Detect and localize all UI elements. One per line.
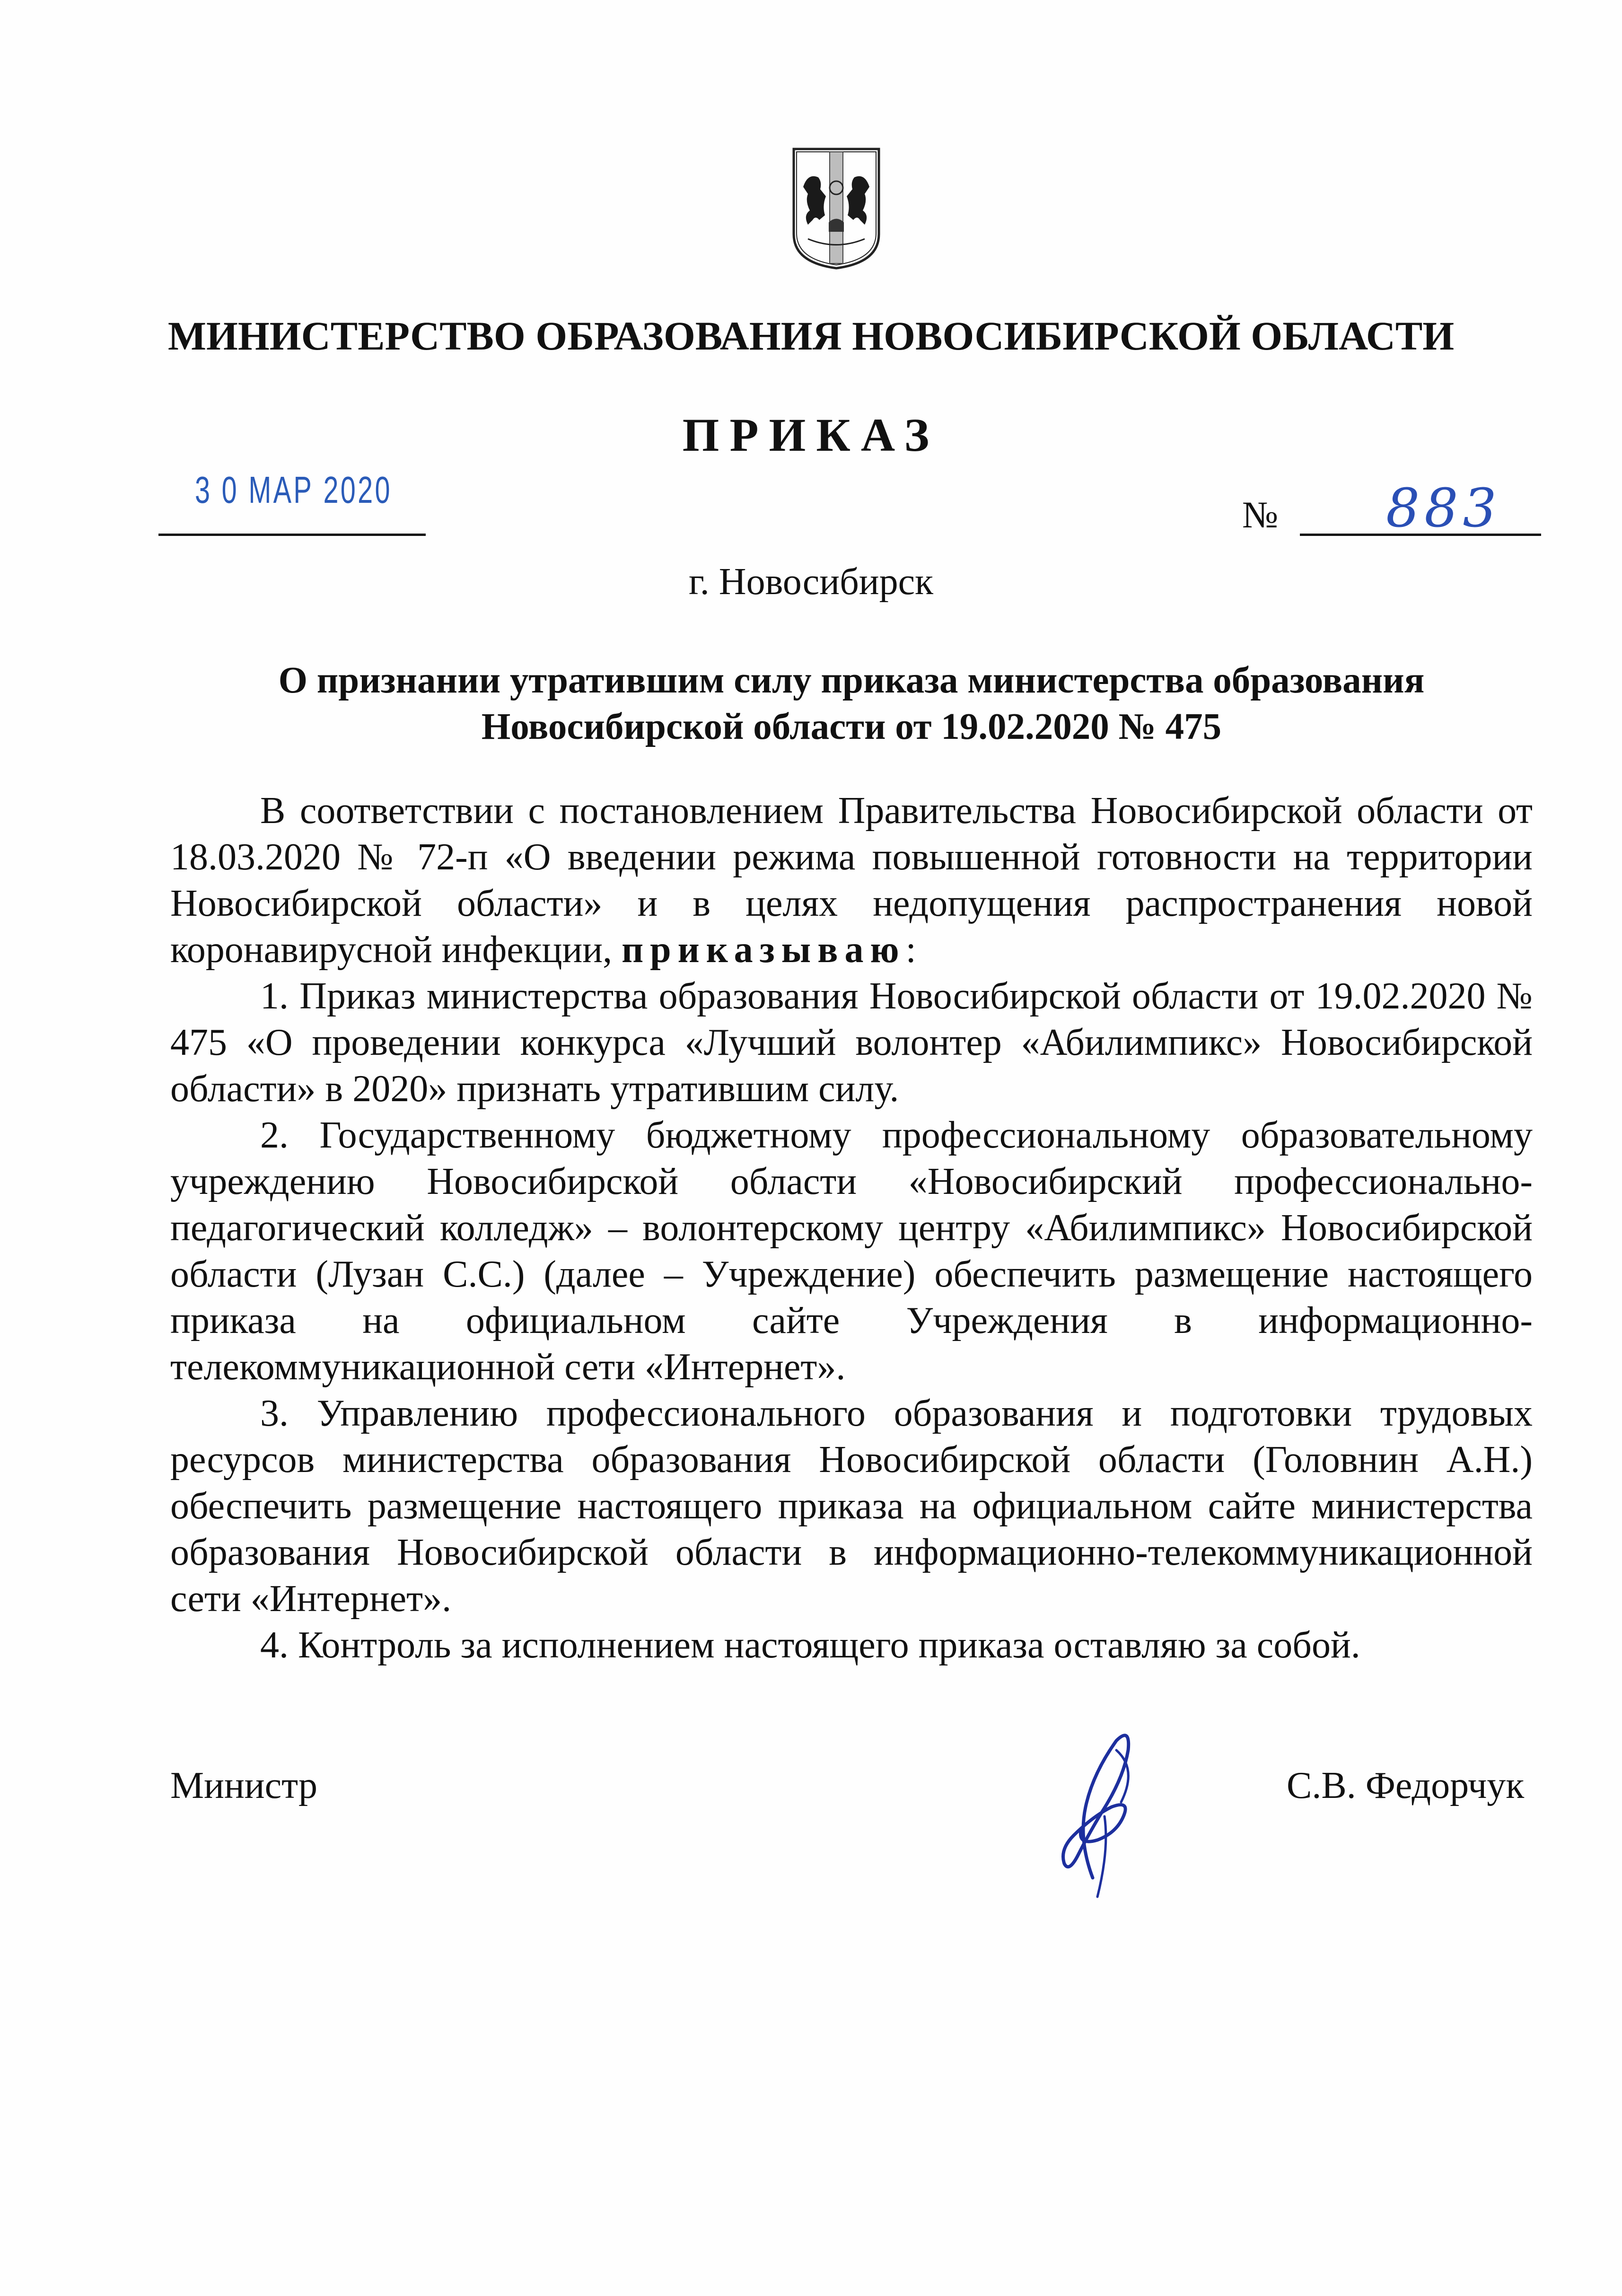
item-3: 3. Управлению профессионального образования и подготовки трудовых ресурсов министерства образования Новосибирской области (Головнин А.Н.) обеспечить размещение настоящего приказа на официальном сайте министерства образования Новосибирской области в информационно-телекоммуникационной сети «Интернет».	[170, 1393, 1533, 1620]
order-number-handwritten: 883	[1386, 478, 1501, 539]
order-number-line	[1300, 534, 1541, 536]
heading-line-2: Новосибирской области от 19.02.2020 № 475	[481, 706, 1222, 747]
order-heading	[170, 657, 1533, 750]
order-title: ПРИКАЗ	[682, 409, 940, 461]
signatory-name: С.В. Федорчук	[1287, 1765, 1525, 1806]
intro-end: :	[905, 929, 916, 971]
intro-keyword: приказываю	[622, 929, 906, 971]
intro-paragraph	[170, 788, 1533, 973]
city: г. Новосибирск	[689, 561, 933, 603]
item-2: 2. Государственному бюджетному профессиональному образовательному учреждению Новосибирской области «Новосибирский профессионально-педагогический колледж» – волонтерскому центру «Абилимпикс» Новосибирской области (Лузан С.С.) (далее – Учреждение) обеспечить размещение настоящего приказа на официальном сайте Учреждения в информационно-телекоммуникационной сети «Интернет».	[170, 1114, 1533, 1388]
ministry-title: МИНИСТЕРСТВО ОБРАЗОВАНИЯ НОВОСИБИРСКОЙ ОБЛАСТИ	[167, 313, 1455, 359]
item-4: 4. Контроль за исполнением настоящего приказа оставляю за собой.	[260, 1624, 1360, 1666]
coat-of-arms-icon	[789, 144, 884, 272]
handwritten-signature	[1022, 1722, 1164, 1906]
order-number-label: №	[1242, 494, 1279, 536]
heading-line-1: О признании утратившим силу приказа министерства образования	[278, 660, 1425, 701]
order-body	[170, 788, 1533, 1668]
signatory-role: Министр	[170, 1765, 318, 1806]
date-line	[158, 534, 426, 536]
date-stamp: 3 0 МАР 2020	[195, 469, 392, 511]
intro-text: В соответствии с постановлением Правительства Новосибирской области от 18.03.2020 № 72-п «О введении режима повышенной готовности на территории Новосибирской области» и в целях недопущения распространения новой коронавирусной инфекции,	[170, 790, 1533, 971]
item-1: 1. Приказ министерства образования Новосибирской области от 19.02.2020 № 475 «О проведении конкурса «Лучший волонтер «Абилимпикс» Новосибирской области» в 2020» признать утратившим силу.	[170, 975, 1533, 1110]
